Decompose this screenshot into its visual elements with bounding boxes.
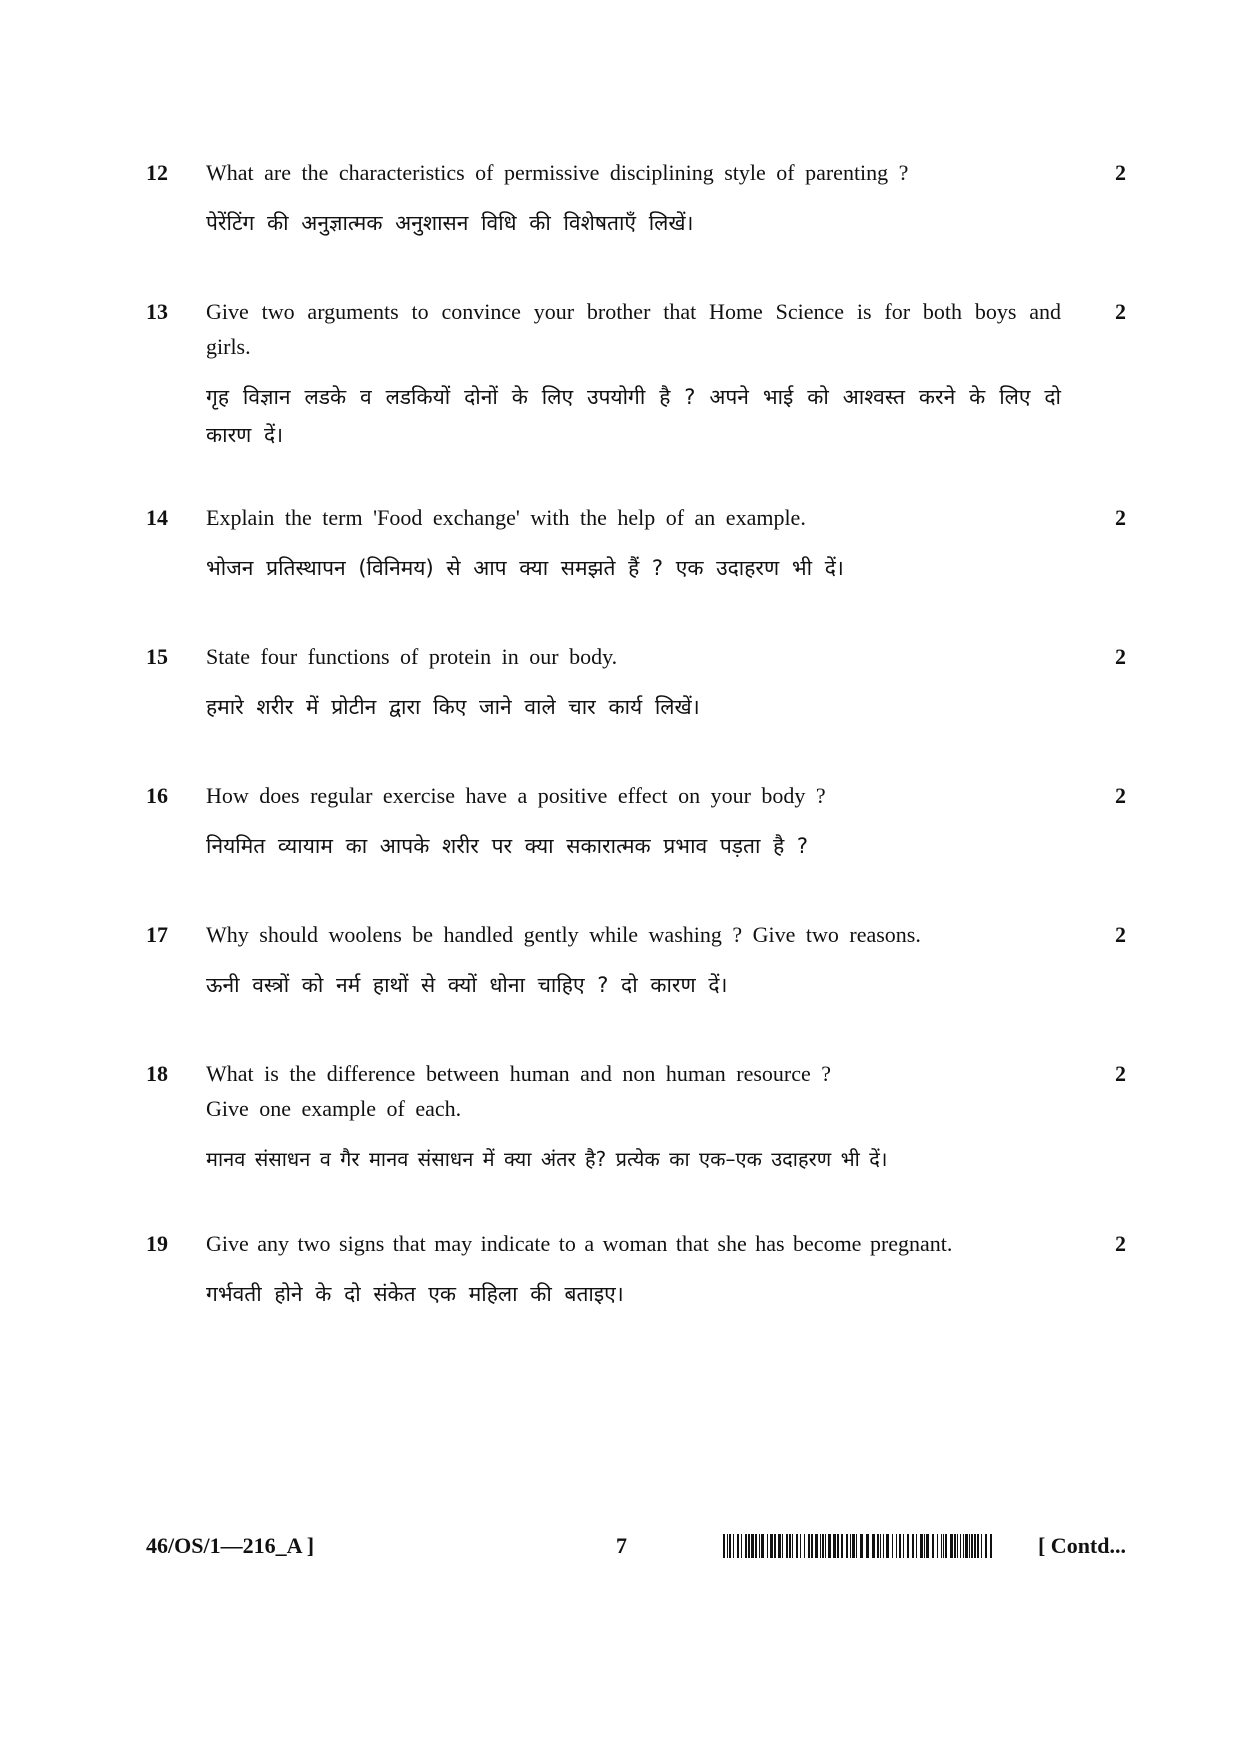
barcode-bar (945, 1534, 947, 1558)
barcode-bar (796, 1534, 798, 1558)
barcode-bar (741, 1534, 742, 1558)
question-body (206, 294, 1061, 454)
barcode-bar (899, 1534, 901, 1558)
question-19 (146, 1226, 1126, 1316)
barcode-bar (729, 1534, 731, 1558)
barcode-bar (872, 1534, 875, 1558)
question-text-english: What are the characteristics of permissive disciplining style of parenting ? (206, 160, 909, 185)
question-marks: 2 (1115, 922, 1126, 947)
barcode-bar (981, 1534, 982, 1558)
barcode-bar (892, 1534, 893, 1558)
barcode-bar (963, 1534, 964, 1558)
barcode-bar (886, 1534, 889, 1558)
barcode-bar (954, 1534, 956, 1558)
barcode-bar (815, 1534, 818, 1558)
question-text-hindi: ऊनी वस्त्रों को नर्म हाथों से क्यों धोना चाहिए ? दो कारण दें। (206, 973, 728, 997)
question-text-hindi: पेरेंटिंग की अनुज्ञात्मक अनुशासन विधि की विशेषताएँ लिखें। (206, 211, 694, 235)
barcode-bar (811, 1534, 813, 1558)
question-number: 19 (146, 1231, 168, 1256)
barcode-bar (767, 1534, 768, 1558)
question-number: 17 (146, 922, 168, 947)
question-number: 15 (146, 644, 168, 669)
question-text-english: Why should woolens be handled gently while washing ? Give two reasons. (206, 922, 921, 947)
barcode-icon (723, 1534, 995, 1558)
question-marks: 2 (1115, 1231, 1126, 1256)
barcode-bar (941, 1534, 942, 1558)
question-17 (146, 917, 1126, 1007)
barcode-bar (990, 1534, 992, 1558)
question-marks: 2 (1115, 505, 1126, 530)
question-text-hindi: मानव संसाधन व गैर मानव संसाधन में क्या अंतर है? प्रत्येक का एक–एक उदाहरण भी दें। (206, 1147, 888, 1171)
barcode-bar (774, 1534, 776, 1558)
barcode-bar (926, 1534, 929, 1558)
barcode-bar (822, 1534, 824, 1558)
question-number: 16 (146, 783, 168, 808)
barcode-bar (903, 1534, 904, 1558)
question-body (206, 917, 1061, 1004)
question-text-hindi: हमारे शरीर में प्रोटीन द्वारा किए जाने वाले चार कार्य लिखें। (206, 695, 700, 719)
barcode-bar (751, 1534, 754, 1558)
question-marks: 2 (1115, 783, 1126, 808)
barcode-bar (804, 1534, 805, 1558)
barcode-bar (789, 1534, 791, 1558)
barcode-bar (786, 1534, 788, 1558)
barcode-bar (733, 1534, 734, 1558)
barcode-bar (883, 1534, 884, 1558)
question-number: 12 (146, 160, 168, 185)
barcode-bar (825, 1534, 826, 1558)
barcode-bar (837, 1534, 839, 1558)
question-number: 13 (146, 299, 168, 324)
barcode-bar (792, 1534, 793, 1558)
barcode-bar (977, 1534, 979, 1558)
barcode-bar (723, 1534, 725, 1558)
barcode-bar (950, 1534, 953, 1558)
barcode-bar (748, 1534, 750, 1558)
question-number: 14 (146, 505, 168, 530)
barcode-bar (800, 1534, 801, 1558)
question-14 (146, 500, 1126, 590)
barcode-bar (852, 1534, 855, 1558)
question-text-english: Explain the term 'Food exchange' with the help of an example. (206, 505, 806, 530)
barcode-bar (808, 1534, 810, 1558)
barcode-bar (971, 1534, 973, 1558)
question-16 (146, 778, 1126, 868)
barcode-bar (782, 1534, 783, 1558)
question-body (206, 778, 1061, 865)
barcode-bar (969, 1534, 970, 1558)
barcode-bar (912, 1534, 914, 1558)
barcode-bar (960, 1534, 961, 1558)
paper-code: 46/OS/1—216_A ] (146, 1533, 315, 1558)
barcode-bar (820, 1534, 821, 1558)
question-text-hindi: नियमित व्यायाम का आपके शरीर पर क्या सकारात्मक प्रभाव पड़ता है ? (206, 834, 809, 858)
barcode-bar (778, 1534, 781, 1558)
barcode-bar (896, 1534, 897, 1558)
barcode-bar (974, 1534, 976, 1558)
question-text-hindi: गर्भवती होने के दो संकेत एक महिला की बताइए। (206, 1282, 624, 1306)
barcode-bar (880, 1534, 881, 1558)
barcode-bar (828, 1534, 831, 1558)
barcode-bar (932, 1534, 934, 1558)
question-18 (146, 1056, 1126, 1186)
question-body (206, 639, 1061, 726)
barcode-bar (770, 1534, 773, 1558)
question-text-english: Give two arguments to convince your brother that Home Science is for both boys and girls. (206, 299, 1061, 359)
question-text-english-line2: Give one example of each. (206, 1096, 462, 1121)
barcode-bar (727, 1534, 728, 1558)
question-text-english: How does regular exercise have a positive effect on your body ? (206, 783, 826, 808)
barcode-bar (755, 1534, 757, 1558)
question-text-english: Give any two signs that may indicate to a woman that she has become pregnant. (206, 1231, 953, 1256)
barcode-bar (856, 1534, 857, 1558)
barcode-bar (833, 1534, 836, 1558)
barcode-bar (937, 1534, 938, 1558)
barcode-bar (985, 1534, 987, 1558)
question-marks: 2 (1115, 160, 1126, 185)
barcode-bar (877, 1534, 879, 1558)
barcode-bar (850, 1534, 851, 1558)
question-number: 18 (146, 1061, 168, 1086)
barcode-bar (846, 1534, 848, 1558)
barcode-bar (737, 1534, 739, 1558)
question-text-hindi: भोजन प्रतिस्थापन (विनिमय) से आप क्या समझते हैं ? एक उदाहरण भी दें। (206, 556, 844, 580)
barcode-bar (920, 1534, 923, 1558)
question-body (206, 155, 1061, 242)
barcode-bar (761, 1534, 764, 1558)
question-body (206, 1056, 1061, 1178)
question-text-hindi: गृह विज्ञान लडके व लडकियों दोनों के लिए उपयोगी है ? अपने भाई को आश्वस्त करने के लिए दो कारण दें। (206, 385, 1061, 447)
question-13 (146, 294, 1126, 464)
barcode-bar (957, 1534, 958, 1558)
barcode-bar (860, 1534, 863, 1558)
question-body (206, 500, 1061, 587)
barcode-bar (965, 1534, 968, 1558)
continued-label: [ Contd... (1037, 1533, 1126, 1558)
question-text-english: What is the difference between human and non human resource ? (206, 1061, 832, 1086)
barcode-bar (943, 1534, 944, 1558)
page-footer (146, 1528, 1126, 1564)
barcode-bar (745, 1534, 747, 1558)
barcode-bar (841, 1534, 843, 1558)
question-marks: 2 (1115, 1061, 1126, 1086)
barcode-bar (759, 1534, 760, 1558)
barcode-bar (907, 1534, 909, 1558)
barcode-bar (924, 1534, 925, 1558)
page-number: 7 (616, 1533, 627, 1558)
barcode-bar (866, 1534, 869, 1558)
question-15 (146, 639, 1126, 729)
question-12 (146, 155, 1126, 245)
question-marks: 2 (1115, 644, 1126, 669)
barcode-bar (916, 1534, 917, 1558)
question-text-english: State four functions of protein in our body. (206, 644, 618, 669)
question-body (206, 1226, 1061, 1313)
question-marks: 2 (1115, 299, 1126, 324)
